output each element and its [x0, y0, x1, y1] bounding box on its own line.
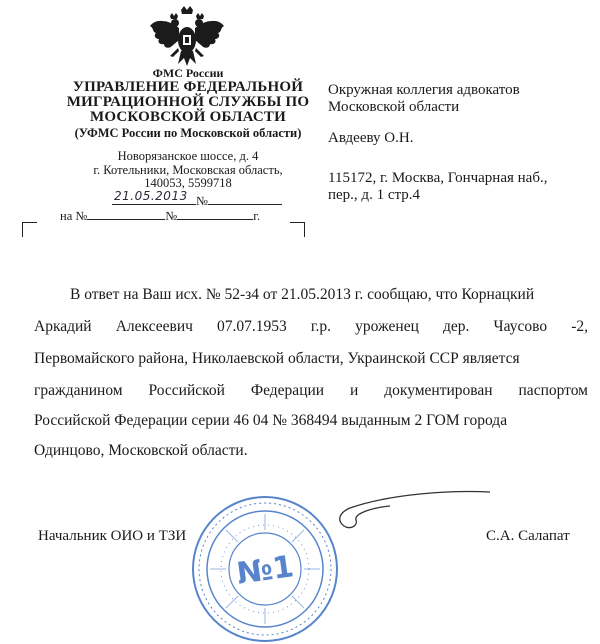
recipient-address	[328, 170, 547, 204]
recipient-org-line: Московской области	[328, 99, 460, 115]
department-short-name: (УФМС России по Московской области)	[74, 126, 302, 140]
sender-address	[38, 150, 338, 191]
handwritten-date: 21.05.2013	[114, 189, 188, 203]
number-symbol: №	[196, 194, 208, 208]
address-line: Новорязанское шоссе, д. 4	[117, 149, 259, 163]
department-line: МОСКОВСКОЙ ОБЛАСТИ	[89, 109, 286, 125]
body-line: Первомайского района, Николаевской области, Украинской ССР является	[34, 350, 520, 367]
address-line: г. Котельники, Московская область,	[93, 162, 283, 177]
department-line: МИГРАЦИОННОЙ СЛУЖБЫ ПО	[66, 94, 310, 110]
recipient-org-line: Окружная коллегия адвокатов	[328, 82, 520, 98]
reference-number-field	[87, 207, 165, 220]
address-corner-left	[22, 222, 37, 237]
recipient-address-line: 115172, г. Москва, Гончарная наб.,	[328, 170, 548, 186]
reference-suffix: г.	[253, 209, 261, 223]
reference-date-field	[177, 207, 253, 220]
agency-name: ФМС России	[152, 66, 224, 80]
department-line: УПРАВЛЕНИЕ ФЕДЕРАЛЬНОЙ	[72, 79, 304, 95]
recipient-organization	[328, 82, 520, 116]
address-corner-right	[290, 222, 305, 237]
signatory-name: С.А. Салапат	[486, 528, 570, 544]
department-name	[38, 80, 338, 125]
reference-row	[60, 207, 260, 224]
eagle-emblem-icon	[148, 6, 226, 68]
body-line: Аркадий Алексеевич 07.07.1953 г.р. уроженец дер. Чаусово -2,	[34, 318, 588, 335]
address-line: 140053, 5599718	[144, 176, 232, 190]
body-line: В ответ на Ваш исх. № 52-з4 от 21.05.2013 г. сообщаю, что Корнацкий	[70, 286, 535, 303]
official-stamp-icon	[190, 494, 340, 644]
signatory-position: Начальник ОИО и ТЗИ	[38, 528, 187, 544]
reference-prefix: на №	[60, 209, 88, 223]
stamp-number: №1	[234, 549, 296, 592]
body-line: Российской Федерации серии 46 04 № 368494 выданным 2 ГОМ города	[34, 412, 508, 429]
reference-number-symbol: №	[165, 209, 178, 223]
recipient-person: Авдееву О.Н.	[328, 130, 414, 146]
body-line: Одинцово, Московской области.	[34, 442, 248, 459]
date-field	[112, 189, 196, 205]
outgoing-number-field	[208, 192, 282, 205]
recipient-address-line: пер., д. 1 стр.4	[328, 187, 420, 203]
body-line: гражданином Российской Федерации и документирован паспортом	[34, 382, 588, 399]
